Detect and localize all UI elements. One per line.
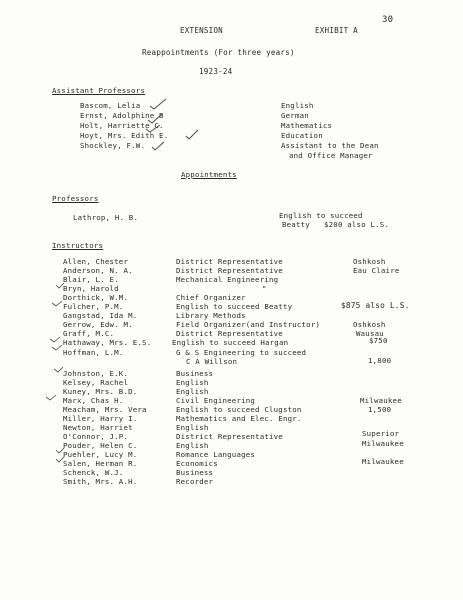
professor-note-name: Beatty [282, 220, 310, 229]
instructor-role: English [176, 423, 209, 432]
instructor-role: English [176, 387, 209, 396]
instructor-role: Civil Engineering [176, 396, 256, 405]
header-exhibit: EXHIBIT A [315, 26, 358, 35]
instructor-name: O'Connor, J.P. [63, 432, 129, 441]
appointments-heading: Appointments [181, 170, 237, 179]
instructor-role: Library Methods [176, 311, 246, 320]
reappointment-dept: Mathematics [281, 121, 333, 130]
assistant-professors-heading: Assistant Professors [52, 86, 145, 95]
instructor-name: Puehler, Lucy M. [63, 450, 138, 459]
instructor-name: Dorthick, W.M. [63, 293, 129, 302]
instructor-role: District Representative [176, 329, 283, 338]
instructor-role: Business [176, 369, 214, 378]
year-label: 1923-24 [199, 67, 233, 76]
instructor-role: Field Organizer(and Instructor) [176, 320, 321, 329]
instructor-name: Anderson, N. A. [63, 266, 133, 275]
instructor-role: C A Willson [186, 357, 238, 366]
reappointment-dept: German [281, 111, 309, 120]
instructor-name: Hathaway, Mrs. E.S. [63, 338, 152, 347]
instructor-name: Pouder, Helen C. [63, 441, 138, 450]
instructor-extra: Superior [362, 429, 400, 438]
instructor-extra: Eau Claire [353, 266, 400, 275]
reappointment-name: Hoyt, Mrs. Edith E. [80, 131, 169, 140]
instructor-name: Smith, Mrs. A.H. [63, 477, 138, 486]
handwritten-margin-marks [46, 283, 66, 463]
instructor-name: Schenck, W.J. [63, 468, 124, 477]
instructor-role: District Representative [176, 257, 283, 266]
professor-salary: $200 also L.S. [324, 220, 390, 229]
instructor-role: Mechanical Engineering [176, 275, 279, 284]
instructor-role: Economics [176, 459, 218, 468]
instructor-name: Miller, Harry I. [63, 414, 138, 423]
reappointment-dept: English [281, 101, 314, 110]
instructor-extra: 1,800 [368, 356, 392, 365]
professor-note: English to succeed [279, 211, 363, 220]
instructor-name: Johnston, E.K. [63, 369, 129, 378]
instructor-name: Gangstad, Ida M. [63, 311, 138, 320]
instructor-role: English to succeed Clugston [176, 405, 302, 414]
instructor-extra: Milwaukee [362, 457, 404, 466]
instructor-role: Business [176, 468, 214, 477]
instructor-role: District Representative [176, 432, 283, 441]
reappointment-name: Bascom, Lelia [80, 101, 141, 110]
instructor-name: Bryn, Harold [63, 284, 119, 293]
instructor-name: Marx, Chas H. [63, 396, 124, 405]
instructor-name: Allen, Chester [63, 257, 129, 266]
instructor-name: Fulcher, P.M. [63, 302, 124, 311]
reappointment-dept: Education [281, 131, 323, 140]
professor-name: Lathrop, H. B. [73, 213, 139, 222]
instructor-extra: Oshkosh [353, 320, 386, 329]
instructor-extra: $875 also L.S. [341, 301, 410, 310]
instructor-role: English to succeed Beatty [176, 302, 293, 311]
instructor-role: Recorder [176, 477, 214, 486]
instructor-name: Hoffman, L.M. [63, 348, 124, 357]
reappointments-title: Reappointments (For three years) [142, 48, 295, 57]
instructor-extra: 1,500 [368, 405, 392, 414]
professors-heading: Professors [52, 194, 99, 203]
instructor-extra: Oshkosh [353, 257, 386, 266]
handwritten-check-marks [146, 96, 206, 152]
instructor-role: Romance Languages [176, 450, 256, 459]
instructor-name: Kelsey, Rachel [63, 378, 129, 387]
instructor-name: Meacham, Mrs. Vera [63, 405, 147, 414]
instructor-name: Kuney, Mrs. B.D. [63, 387, 138, 396]
instructor-role: English [176, 441, 209, 450]
instructor-role: English [176, 378, 209, 387]
instructor-name: Graff, M.C. [63, 329, 115, 338]
instructor-name: Salen, Herman R. [63, 459, 138, 468]
instructor-extra: Milwaukee [360, 396, 402, 405]
reappointment-name: Ernst, Adolphine B [80, 111, 164, 120]
instructor-role: " [262, 284, 267, 293]
instructor-role: Mathematics and Elec. Engr. [176, 414, 302, 423]
reappointment-dept-continuation: and Office Manager [289, 151, 373, 160]
instructor-name: Blair, L. E. [63, 275, 119, 284]
header-extension: EXTENSION [180, 26, 223, 35]
instructor-role: G & S Engineering to succeed [176, 348, 307, 357]
instructor-role: English to succeed Hargan [172, 338, 289, 347]
instructor-name: Gerrow, Edw. M. [63, 320, 133, 329]
page-number: 30 [382, 15, 394, 25]
instructor-extra: Milwaukee [362, 439, 404, 448]
instructor-role: District Representative [176, 266, 283, 275]
reappointment-name: Shockley, F.W. [80, 141, 146, 150]
instructor-role: Chief Organizer [176, 293, 246, 302]
reappointment-name: Holt, Harriette C. [80, 121, 164, 130]
instructor-extra: $750 [369, 336, 388, 345]
instructors-heading: Instructors [52, 241, 104, 250]
reappointment-dept: Assistant to the Dean [281, 141, 379, 150]
instructor-name: Newton, Harriet [63, 423, 133, 432]
instructor-extra: Wausau [356, 329, 384, 338]
